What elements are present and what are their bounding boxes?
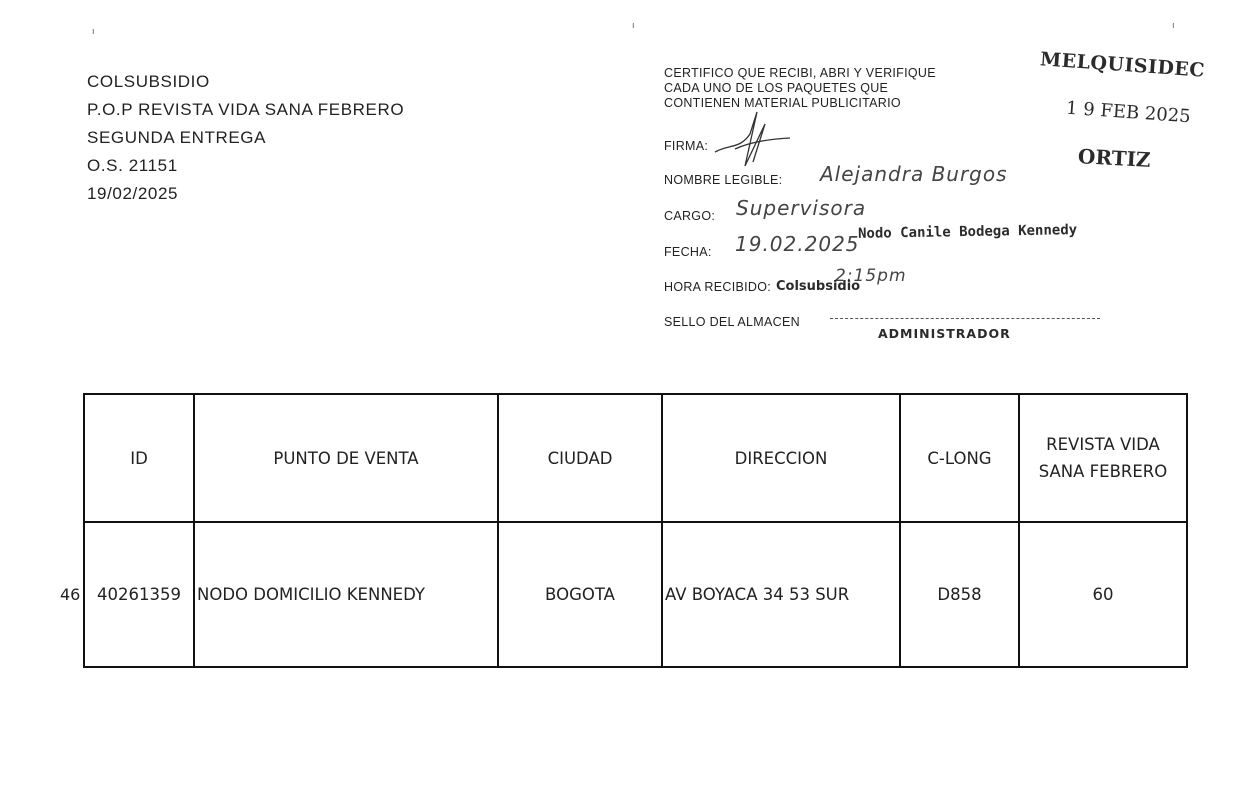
stamp-date: 1 9 FEB 2025 bbox=[1065, 97, 1192, 128]
stamp-administrador: ADMINISTRADOR bbox=[878, 326, 1011, 341]
hora-handwritten: 2:15pm bbox=[835, 266, 907, 286]
header-c-long: C-LONG bbox=[900, 394, 1019, 522]
certification-line-3: CONTIENEN MATERIAL PUBLICITARIO bbox=[664, 96, 901, 110]
cargo-handwritten: Supervisora bbox=[736, 196, 867, 220]
fecha-label: FECHA: bbox=[664, 245, 712, 259]
sello-dashed-line bbox=[830, 318, 1100, 319]
stamp-name-bottom: ORTIZ bbox=[1077, 144, 1152, 172]
certification-line-1: CERTIFICO QUE RECIBI, ABRI Y VERIFIQUE bbox=[664, 66, 936, 80]
delivery-table bbox=[83, 393, 1188, 668]
header-campaign: P.O.P REVISTA VIDA SANA FEBRERO bbox=[87, 100, 405, 119]
cell-c-long: D858 bbox=[900, 522, 1019, 667]
cell-punto-de-venta: NODO DOMICILIO KENNEDY bbox=[194, 522, 498, 667]
header-company: COLSUBSIDIO bbox=[87, 72, 210, 91]
header-date: 19/02/2025 bbox=[87, 184, 179, 203]
cell-revista: 60 bbox=[1019, 522, 1187, 667]
corner-mark-center: ı bbox=[632, 20, 635, 30]
cell-id: 40261359 bbox=[84, 522, 194, 667]
nombre-handwritten: Alejandra Burgos bbox=[820, 162, 1008, 186]
table-row bbox=[84, 522, 1187, 667]
table-header-row bbox=[84, 394, 1187, 522]
nombre-label: NOMBRE LEGIBLE: bbox=[664, 173, 783, 187]
header-direccion: DIRECCION bbox=[662, 394, 900, 522]
header-ciudad: CIUDAD bbox=[498, 394, 662, 522]
stamp-name-top: MELQUISIDEC bbox=[1039, 48, 1206, 82]
signature-scribble bbox=[705, 104, 795, 174]
corner-mark-right: ı bbox=[1172, 20, 1175, 30]
header-revista: REVISTA VIDA SANA FEBRERO bbox=[1019, 394, 1187, 522]
sello-label: SELLO DEL ALMACEN bbox=[664, 315, 800, 329]
document-header bbox=[87, 68, 404, 208]
header-punto-de-venta: PUNTO DE VENTA bbox=[194, 394, 498, 522]
header-order: O.S. 21151 bbox=[87, 156, 178, 175]
cargo-label: CARGO: bbox=[664, 209, 716, 223]
cell-direccion: AV BOYACA 34 53 SUR bbox=[662, 522, 900, 667]
header-delivery: SEGUNDA ENTREGA bbox=[87, 128, 267, 147]
cell-ciudad: BOGOTA bbox=[498, 522, 662, 667]
certification-line-2: CADA UNO DE LOS PAQUETES QUE bbox=[664, 81, 889, 95]
stamp-colsubsidio: Colsubsidio bbox=[776, 279, 861, 294]
hora-label: HORA RECIBIDO: bbox=[664, 280, 771, 294]
row-number: 46 bbox=[60, 585, 81, 604]
stamp-nodo: Nodo Canile Bodega Kennedy bbox=[857, 222, 1078, 242]
header-id: ID bbox=[84, 394, 194, 522]
corner-mark-left: ı bbox=[92, 26, 95, 36]
fecha-handwritten: 19.02.2025 bbox=[735, 232, 860, 256]
firma-label: FIRMA: bbox=[664, 139, 709, 153]
